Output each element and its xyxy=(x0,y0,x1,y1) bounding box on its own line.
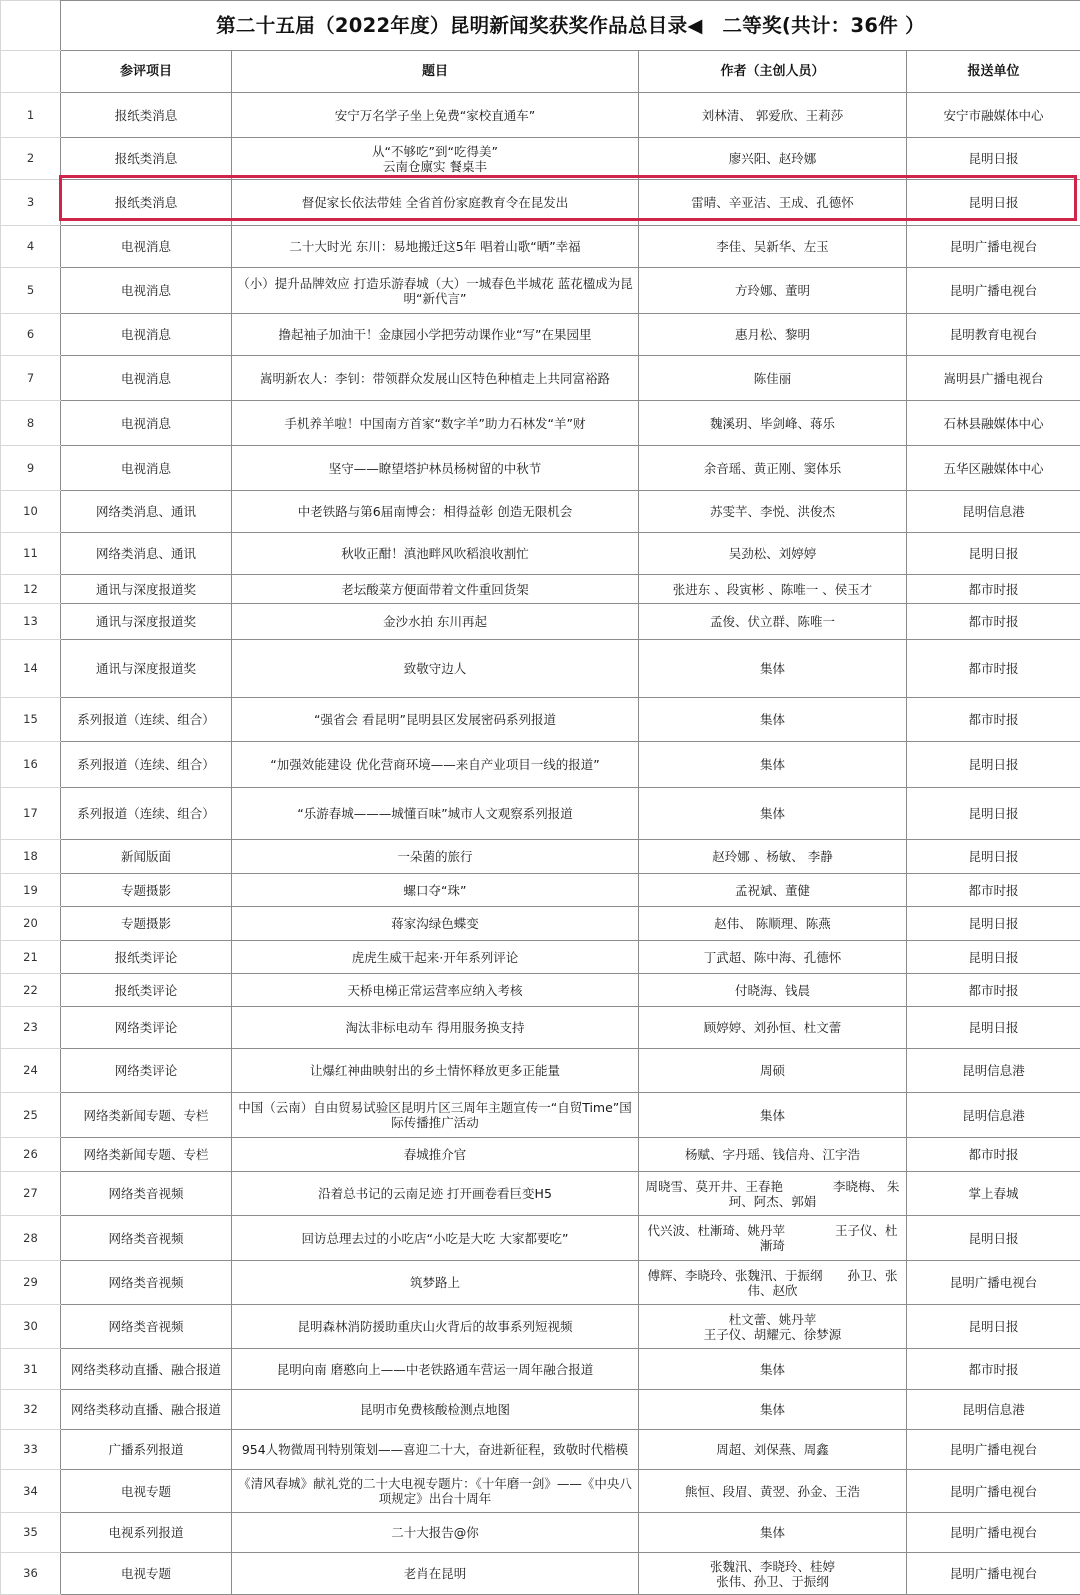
row-unit: 昆明日报 xyxy=(907,138,1080,180)
row-category: 电视消息 xyxy=(61,356,232,401)
row-unit: 昆明日报 xyxy=(907,788,1080,840)
row-title: 撸起袖子加油干！金康园小学把劳动课作业“写”在果园里 xyxy=(232,314,639,356)
row-title: 天桥电梯正常运营率应纳入考核 xyxy=(232,974,639,1007)
row-category: 报纸类评论 xyxy=(61,974,232,1007)
row-category: 系列报道（连续、组合） xyxy=(61,788,232,840)
row-unit: 昆明广播电视台 xyxy=(907,1470,1080,1513)
table-row[interactable] xyxy=(1,907,1080,941)
row-index: 35 xyxy=(1,1513,61,1553)
table-row[interactable] xyxy=(1,446,1080,491)
corner-cell xyxy=(1,1,61,51)
row-author: 周硕 xyxy=(639,1049,907,1093)
row-title: 一朵菌的旅行 xyxy=(232,840,639,874)
row-author: 刘林清、 郭爱欣、王莉莎 xyxy=(639,93,907,138)
row-author: 丁武超、陈中海、孔德怀 xyxy=(639,941,907,974)
table-row[interactable] xyxy=(1,1049,1080,1093)
header-unit: 报送单位 xyxy=(907,51,1080,93)
row-title: 二十大时光 东川：易地搬迁这5年 唱着山歌“晒”幸福 xyxy=(232,226,639,268)
row-author: 集体 xyxy=(639,742,907,788)
row-unit: 掌上春城 xyxy=(907,1172,1080,1216)
table-row[interactable] xyxy=(1,533,1080,575)
row-author: 张进东 、段寅彬 、陈唯一 、侯玉才 xyxy=(639,575,907,604)
table-row[interactable] xyxy=(1,1390,1080,1430)
title-row xyxy=(1,1,1080,51)
row-index: 15 xyxy=(1,698,61,742)
row-unit: 昆明信息港 xyxy=(907,1049,1080,1093)
row-author: 苏雯芊、李悦、洪俊杰 xyxy=(639,491,907,533)
row-unit: 昆明广播电视台 xyxy=(907,1513,1080,1553)
row-category: 报纸类消息 xyxy=(61,138,232,180)
row-unit: 嵩明县广播电视台 xyxy=(907,356,1080,401)
table-row[interactable] xyxy=(1,742,1080,788)
table-row[interactable] xyxy=(1,268,1080,314)
row-author: 廖兴阳、赵玲娜 xyxy=(639,138,907,180)
row-author: 李佳、吴新华、左玉 xyxy=(639,226,907,268)
row-index: 5 xyxy=(1,268,61,314)
row-category: 网络类音视频 xyxy=(61,1261,232,1305)
table-row[interactable] xyxy=(1,788,1080,840)
row-category: 电视消息 xyxy=(61,401,232,446)
row-author: 熊恒、段眉、黄翌、孙金、王浩 xyxy=(639,1470,907,1513)
table-row[interactable] xyxy=(1,840,1080,874)
row-author: 方玲娜、董明 xyxy=(639,268,907,314)
row-unit: 安宁市融媒体中心 xyxy=(907,93,1080,138)
table-row[interactable] xyxy=(1,1216,1080,1261)
table-row[interactable] xyxy=(1,640,1080,698)
row-author: 陈佳丽 xyxy=(639,356,907,401)
row-category: 电视消息 xyxy=(61,446,232,491)
header-author: 作者（主创人员） xyxy=(639,51,907,93)
row-author: 魏溪玥、毕剑峰、蒋乐 xyxy=(639,401,907,446)
table-row[interactable] xyxy=(1,356,1080,401)
row-title: 坚守——瞭望塔护林员杨树留的中秋节 xyxy=(232,446,639,491)
table-row[interactable] xyxy=(1,1007,1080,1049)
row-category: 网络类新闻专题、专栏 xyxy=(61,1138,232,1172)
row-author: 付晓海、钱晨 xyxy=(639,974,907,1007)
row-title: 手机养羊啦！中国南方首家“数字羊”助力石林发“羊”财 xyxy=(232,401,639,446)
table-row[interactable] xyxy=(1,138,1080,180)
row-index: 10 xyxy=(1,491,61,533)
row-author: 集体 xyxy=(639,1390,907,1430)
row-category: 报纸类消息 xyxy=(61,93,232,138)
table-row[interactable] xyxy=(1,1172,1080,1216)
row-title: 从“不够吃”到“吃得美” 云南仓廪实 餐桌丰 xyxy=(232,138,639,180)
row-category: 电视专题 xyxy=(61,1553,232,1595)
row-index: 12 xyxy=(1,575,61,604)
header-index-cell xyxy=(1,51,61,93)
row-index: 8 xyxy=(1,401,61,446)
row-category: 通讯与深度报道奖 xyxy=(61,575,232,604)
row-category: 通讯与深度报道奖 xyxy=(61,604,232,640)
row-unit: 昆明广播电视台 xyxy=(907,1261,1080,1305)
row-title: 《清风春城》献礼党的二十大电视专题片：《十年磨一剑》——《中央八项规定》出台十周年 xyxy=(232,1470,639,1513)
table-row[interactable] xyxy=(1,401,1080,446)
row-unit: 昆明日报 xyxy=(907,742,1080,788)
row-title: 老肖在昆明 xyxy=(232,1553,639,1595)
row-index: 34 xyxy=(1,1470,61,1513)
table-row[interactable] xyxy=(1,874,1080,907)
row-index: 17 xyxy=(1,788,61,840)
row-unit: 昆明教育电视台 xyxy=(907,314,1080,356)
row-index: 30 xyxy=(1,1305,61,1349)
row-title: 中老铁路与第6届南博会：相得益彰 创造无限机会 xyxy=(232,491,639,533)
row-title: 954人物微周刊特别策划——喜迎二十大，奋进新征程，致敬时代楷模 xyxy=(232,1430,639,1470)
row-index: 26 xyxy=(1,1138,61,1172)
row-title: 沿着总书记的云南足迹 打开画卷看巨变H5 xyxy=(232,1172,639,1216)
row-index: 16 xyxy=(1,742,61,788)
row-author: 周晓雪、莫开井、王春艳 李晓梅、 朱珂、阿杰、郭娟 xyxy=(639,1172,907,1216)
row-title: 嵩明新农人：李钊：带领群众发展山区特色种植走上共同富裕路 xyxy=(232,356,639,401)
row-category: 电视消息 xyxy=(61,268,232,314)
row-author: 集体 xyxy=(639,1349,907,1390)
row-index: 21 xyxy=(1,941,61,974)
row-title: 虎虎生威干起来·开年系列评论 xyxy=(232,941,639,974)
row-unit: 昆明信息港 xyxy=(907,1390,1080,1430)
table-row[interactable] xyxy=(1,941,1080,974)
row-title: 安宁万名学子坐上免费“家校直通车” xyxy=(232,93,639,138)
row-category: 网络类移动直播、融合报道 xyxy=(61,1349,232,1390)
table-row[interactable] xyxy=(1,314,1080,356)
row-category: 报纸类消息 xyxy=(61,180,232,226)
row-index: 1 xyxy=(1,93,61,138)
row-index: 18 xyxy=(1,840,61,874)
row-unit: 昆明广播电视台 xyxy=(907,268,1080,314)
row-category: 通讯与深度报道奖 xyxy=(61,640,232,698)
header-category: 参评项目 xyxy=(61,51,232,93)
row-title: 螺口夺“珠” xyxy=(232,874,639,907)
page-title: 第二十五届（2022年度）昆明新闻奖获奖作品总目录◀ 二等奖(共计：36件 ） xyxy=(61,1,1080,51)
row-index: 20 xyxy=(1,907,61,941)
row-index: 3 xyxy=(1,180,61,226)
row-index: 11 xyxy=(1,533,61,575)
row-category: 网络类新闻专题、专栏 xyxy=(61,1093,232,1138)
row-author: 惠月松、黎明 xyxy=(639,314,907,356)
row-unit: 都市时报 xyxy=(907,1138,1080,1172)
row-index: 13 xyxy=(1,604,61,640)
row-author: 杨赋、字丹瑶、钱信舟、江宇浩 xyxy=(639,1138,907,1172)
row-unit: 昆明日报 xyxy=(907,1007,1080,1049)
header-row xyxy=(1,51,1080,93)
row-title: 让爆红神曲映射出的乡土情怀释放更多正能量 xyxy=(232,1049,639,1093)
row-category: 网络类评论 xyxy=(61,1049,232,1093)
table-row[interactable] xyxy=(1,698,1080,742)
row-index: 28 xyxy=(1,1216,61,1261)
row-author: 集体 xyxy=(639,788,907,840)
row-index: 27 xyxy=(1,1172,61,1216)
row-index: 24 xyxy=(1,1049,61,1093)
row-title: 秋收正酣！滇池畔风吹稻浪收割忙 xyxy=(232,533,639,575)
row-unit: 石林县融媒体中心 xyxy=(907,401,1080,446)
row-category: 专题摄影 xyxy=(61,874,232,907)
row-category: 电视专题 xyxy=(61,1470,232,1513)
row-unit: 五华区融媒体中心 xyxy=(907,446,1080,491)
table-row[interactable] xyxy=(1,180,1080,226)
table-row[interactable] xyxy=(1,974,1080,1007)
row-index: 7 xyxy=(1,356,61,401)
table-row[interactable] xyxy=(1,226,1080,268)
row-category: 网络类音视频 xyxy=(61,1305,232,1349)
row-category: 网络类音视频 xyxy=(61,1172,232,1216)
table-row[interactable] xyxy=(1,575,1080,604)
row-category: 系列报道（连续、组合） xyxy=(61,742,232,788)
row-author: 杜文蕾、姚丹苹 王子仪、胡耀元、徐梦源 xyxy=(639,1305,907,1349)
row-unit: 昆明日报 xyxy=(907,941,1080,974)
table-row[interactable] xyxy=(1,1305,1080,1349)
row-title: 致敬守边人 xyxy=(232,640,639,698)
row-author: 孟祝斌、董健 xyxy=(639,874,907,907)
row-unit: 昆明日报 xyxy=(907,533,1080,575)
row-title: 昆明森林消防援助重庆山火背后的故事系列短视频 xyxy=(232,1305,639,1349)
row-unit: 昆明信息港 xyxy=(907,1093,1080,1138)
table-row[interactable] xyxy=(1,1138,1080,1172)
row-unit: 昆明日报 xyxy=(907,840,1080,874)
row-title: 春城推介官 xyxy=(232,1138,639,1172)
row-title: 金沙水拍 东川再起 xyxy=(232,604,639,640)
row-unit: 昆明广播电视台 xyxy=(907,1430,1080,1470)
row-category: 网络类消息、通讯 xyxy=(61,491,232,533)
row-index: 32 xyxy=(1,1390,61,1430)
row-author: 集体 xyxy=(639,640,907,698)
row-category: 网络类评论 xyxy=(61,1007,232,1049)
row-category: 报纸类评论 xyxy=(61,941,232,974)
header-title: 题目 xyxy=(232,51,639,93)
table-row[interactable] xyxy=(1,1513,1080,1553)
row-author: 集体 xyxy=(639,698,907,742)
row-title: 回访总理去过的小吃店“小吃是大吃 大家都要吃” xyxy=(232,1216,639,1261)
row-author: 傅辉、李晓玲、张魏汛、于振纲 孙卫、张伟、赵欣 xyxy=(639,1261,907,1305)
row-unit: 都市时报 xyxy=(907,874,1080,907)
row-unit: 都市时报 xyxy=(907,698,1080,742)
row-index: 14 xyxy=(1,640,61,698)
row-title: 筑梦路上 xyxy=(232,1261,639,1305)
row-author: 代兴波、杜漸琦、姚丹苹 王子仪、杜漸琦 xyxy=(639,1216,907,1261)
row-unit: 昆明广播电视台 xyxy=(907,226,1080,268)
row-category: 电视消息 xyxy=(61,226,232,268)
row-title: 淘汰非标电动车 得用服务换支持 xyxy=(232,1007,639,1049)
row-title: 二十大报告@你 xyxy=(232,1513,639,1553)
row-unit: 昆明信息港 xyxy=(907,491,1080,533)
row-title: 蒋家沟绿色蝶变 xyxy=(232,907,639,941)
row-index: 29 xyxy=(1,1261,61,1305)
row-category: 网络类音视频 xyxy=(61,1216,232,1261)
table-row[interactable] xyxy=(1,93,1080,138)
row-author: 顾婷婷、刘孙恒、杜文蕾 xyxy=(639,1007,907,1049)
table-row[interactable] xyxy=(1,1093,1080,1138)
row-title: “乐游春城———城懂百味”城市人文观察系列报道 xyxy=(232,788,639,840)
row-category: 网络类消息、通讯 xyxy=(61,533,232,575)
row-index: 19 xyxy=(1,874,61,907)
row-unit: 昆明日报 xyxy=(907,907,1080,941)
table-row[interactable] xyxy=(1,491,1080,533)
row-unit: 昆明日报 xyxy=(907,1305,1080,1349)
table-row[interactable] xyxy=(1,1261,1080,1305)
row-author: 余音瑶、黄正刚、窦体乐 xyxy=(639,446,907,491)
row-author: 集体 xyxy=(639,1513,907,1553)
row-author: 吴劲松、刘婷婷 xyxy=(639,533,907,575)
row-category: 专题摄影 xyxy=(61,907,232,941)
row-unit: 都市时报 xyxy=(907,575,1080,604)
row-index: 6 xyxy=(1,314,61,356)
row-author: 孟俊、伏立群、陈唯一 xyxy=(639,604,907,640)
row-title: 昆明市免费核酸检测点地图 xyxy=(232,1390,639,1430)
row-unit: 都市时报 xyxy=(907,1349,1080,1390)
row-title: 老坛酸菜方便面带着文件重回货架 xyxy=(232,575,639,604)
row-author: 赵伟、 陈顺理、陈燕 xyxy=(639,907,907,941)
row-index: 22 xyxy=(1,974,61,1007)
row-unit: 昆明日报 xyxy=(907,1216,1080,1261)
row-author: 张魏汛、李晓玲、桂婷 张伟、孙卫、于振纲 xyxy=(639,1553,907,1595)
row-index: 2 xyxy=(1,138,61,180)
table-row[interactable] xyxy=(1,1470,1080,1513)
row-unit: 昆明日报 xyxy=(907,180,1080,226)
row-category: 网络类移动直播、融合报道 xyxy=(61,1390,232,1430)
table-row[interactable] xyxy=(1,604,1080,640)
row-category: 电视消息 xyxy=(61,314,232,356)
table-row[interactable] xyxy=(1,1430,1080,1470)
row-title: 中国（云南）自由贸易试验区昆明片区三周年主题宣传一“自贸Time”国际传播推广活动 xyxy=(232,1093,639,1138)
row-index: 31 xyxy=(1,1349,61,1390)
table-row[interactable] xyxy=(1,1349,1080,1390)
row-unit: 都市时报 xyxy=(907,640,1080,698)
row-author: 集体 xyxy=(639,1093,907,1138)
row-title: 督促家长依法带娃 全省首份家庭教育令在昆发出 xyxy=(232,180,639,226)
row-category: 电视系列报道 xyxy=(61,1513,232,1553)
row-unit: 都市时报 xyxy=(907,974,1080,1007)
row-index: 25 xyxy=(1,1093,61,1138)
row-index: 4 xyxy=(1,226,61,268)
row-index: 33 xyxy=(1,1430,61,1470)
row-category: 广播系列报道 xyxy=(61,1430,232,1470)
row-category: 新闻版面 xyxy=(61,840,232,874)
row-index: 23 xyxy=(1,1007,61,1049)
row-author: 雷晴、辛亚洁、王成、孔德怀 xyxy=(639,180,907,226)
row-title: （小）提升品牌效应 打造乐游春城（大）一城春色半城花 蓝花楹成为昆明“新代言” xyxy=(232,268,639,314)
row-category: 系列报道（连续、组合） xyxy=(61,698,232,742)
row-author: 赵玲娜 、杨敏、 李静 xyxy=(639,840,907,874)
table-row[interactable] xyxy=(1,1553,1080,1595)
row-title: 昆明向南 磨憨向上——中老铁路通车营运一周年融合报道 xyxy=(232,1349,639,1390)
row-title: “加强效能建设 优化营商环境——来自产业项目一线的报道” xyxy=(232,742,639,788)
row-unit: 昆明广播电视台 xyxy=(907,1553,1080,1595)
row-index: 36 xyxy=(1,1553,61,1595)
row-author: 周超、刘保燕、周鑫 xyxy=(639,1430,907,1470)
row-index: 9 xyxy=(1,446,61,491)
row-unit: 都市时报 xyxy=(907,604,1080,640)
row-title: “强省会 看昆明”昆明县区发展密码系列报道 xyxy=(232,698,639,742)
